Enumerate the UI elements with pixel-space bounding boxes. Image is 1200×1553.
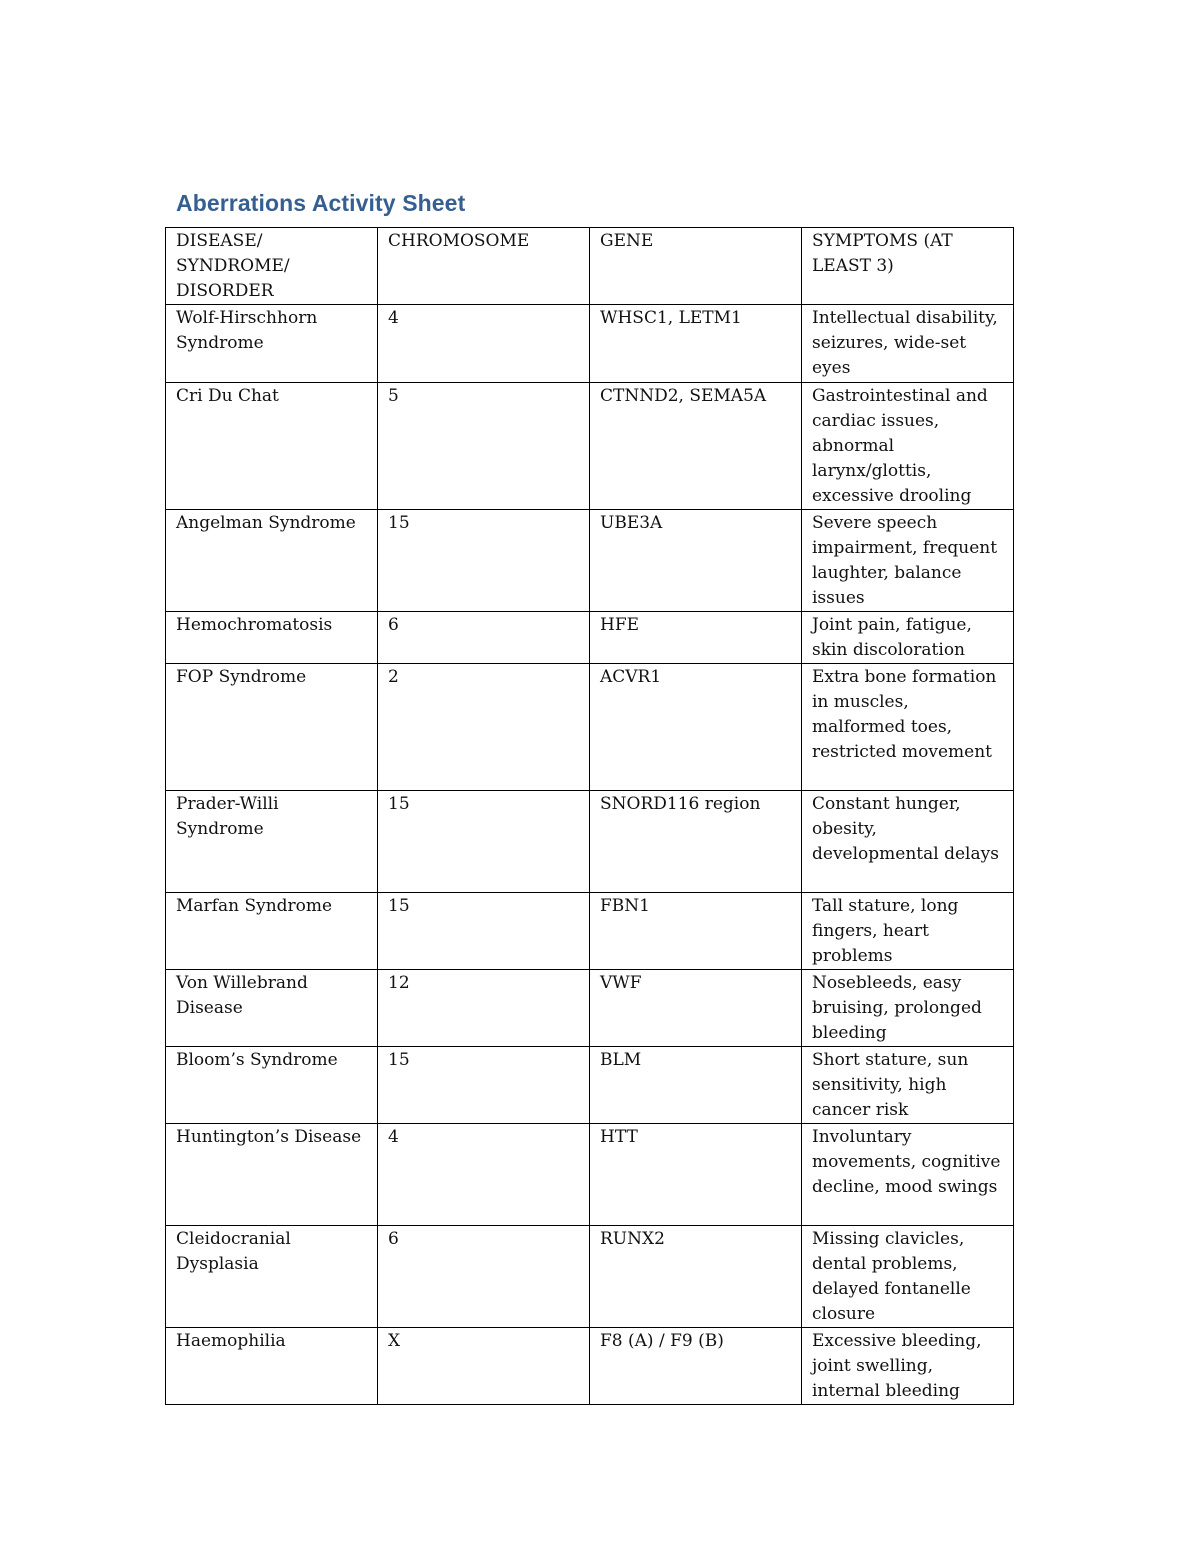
disease-text: Hemochromatosis	[176, 615, 333, 635]
cell-gene	[590, 1047, 802, 1124]
symptoms-text: Severe speech impairment, frequent laughter, balance issues	[812, 513, 998, 608]
disease-text: FOP Syndrome	[176, 667, 307, 687]
gene-text: BLM	[600, 1050, 642, 1070]
table-row	[166, 664, 1014, 791]
symptoms-text: Extra bone formation in muscles, malformed toes, restricted movement	[812, 667, 997, 762]
cell-symptoms	[802, 383, 1014, 510]
cell-gene	[590, 612, 802, 664]
gene-text: F8 (A) / F9 (B)	[600, 1331, 724, 1351]
cell-gene	[590, 1226, 802, 1328]
header-cell-symptoms	[802, 228, 1014, 305]
cell-disease	[166, 510, 378, 612]
chromosome-text: 4	[388, 308, 399, 328]
header-cell-gene	[590, 228, 802, 305]
symptoms-text: Joint pain, fatigue, skin discoloration	[812, 615, 972, 660]
disease-text: Haemophilia	[176, 1331, 286, 1351]
cell-chromosome	[378, 664, 590, 791]
disease-text: Cleidocranial Dysplasia	[176, 1229, 291, 1274]
gene-text: SNORD116 region	[600, 794, 761, 814]
chromosome-text: 15	[388, 513, 410, 533]
cell-gene	[590, 791, 802, 893]
table-row	[166, 970, 1014, 1047]
cell-chromosome	[378, 1124, 590, 1226]
table-row	[166, 1226, 1014, 1328]
cell-chromosome	[378, 970, 590, 1047]
symptoms-text: Short stature, sun sensitivity, high cancer risk	[812, 1050, 969, 1120]
gene-text: FBN1	[600, 896, 650, 916]
gene-text: ACVR1	[600, 667, 662, 687]
chromosome-text: 2	[388, 667, 399, 687]
cell-symptoms	[802, 510, 1014, 612]
symptoms-text: Nosebleeds, easy bruising, prolonged bleeding	[812, 973, 982, 1043]
cell-chromosome	[378, 305, 590, 383]
cell-chromosome	[378, 791, 590, 893]
cell-chromosome	[378, 893, 590, 970]
table-row	[166, 893, 1014, 970]
cell-disease	[166, 383, 378, 510]
cell-gene	[590, 1328, 802, 1405]
gene-text: HTT	[600, 1127, 638, 1147]
header-label: GENE	[600, 231, 654, 251]
gene-text: WHSC1, LETM1	[600, 308, 742, 328]
disease-text: Bloom’s Syndrome	[176, 1050, 338, 1070]
chromosome-text: 12	[388, 973, 410, 993]
chromosome-text: 6	[388, 615, 399, 635]
cell-disease	[166, 1047, 378, 1124]
cell-disease	[166, 970, 378, 1047]
disease-text: Prader-Willi Syndrome	[176, 794, 279, 839]
disease-text: Marfan Syndrome	[176, 896, 333, 916]
cell-symptoms	[802, 612, 1014, 664]
disease-text: Angelman Syndrome	[176, 513, 356, 533]
chromosome-text: 4	[388, 1127, 399, 1147]
table-row	[166, 510, 1014, 612]
cell-disease	[166, 1226, 378, 1328]
symptoms-text: Gastrointestinal and cardiac issues, abnormal larynx/glottis, excessive drooling	[812, 386, 988, 506]
cell-gene	[590, 970, 802, 1047]
header-label: DISEASE/ SYNDROME/ DISORDER	[176, 231, 290, 301]
gene-text: RUNX2	[600, 1229, 665, 1249]
header-label: SYMPTOMS (AT LEAST 3)	[812, 231, 953, 276]
cell-symptoms	[802, 791, 1014, 893]
cell-gene	[590, 383, 802, 510]
aberrations-table	[165, 227, 1014, 1405]
cell-symptoms	[802, 305, 1014, 383]
cell-disease	[166, 791, 378, 893]
gene-text: UBE3A	[600, 513, 663, 533]
cell-gene	[590, 510, 802, 612]
disease-text: Cri Du Chat	[176, 386, 279, 406]
cell-gene	[590, 664, 802, 791]
header-cell-disease	[166, 228, 378, 305]
cell-chromosome	[378, 383, 590, 510]
cell-disease	[166, 612, 378, 664]
symptoms-text: Excessive bleeding, joint swelling, internal bleeding	[812, 1331, 982, 1401]
cell-disease	[166, 664, 378, 791]
chromosome-text: 15	[388, 1050, 410, 1070]
header-cell-chromosome	[378, 228, 590, 305]
disease-text: Huntington’s Disease	[176, 1127, 362, 1147]
cell-disease	[166, 893, 378, 970]
chromosome-text: 6	[388, 1229, 399, 1249]
cell-symptoms	[802, 1124, 1014, 1226]
table-row	[166, 305, 1014, 383]
chromosome-text: 15	[388, 896, 410, 916]
table-row	[166, 1124, 1014, 1226]
disease-text: Wolf-Hirschhorn Syndrome	[176, 308, 318, 353]
cell-symptoms	[802, 1226, 1014, 1328]
chromosome-text: 5	[388, 386, 399, 406]
cell-disease	[166, 1124, 378, 1226]
chromosome-text: 15	[388, 794, 410, 814]
cell-chromosome	[378, 1328, 590, 1405]
gene-text: HFE	[600, 615, 640, 635]
gene-text: CTNND2, SEMA5A	[600, 386, 767, 406]
symptoms-text: Involuntary movements, cognitive decline, mood swings	[812, 1127, 1001, 1197]
symptoms-text: Intellectual disability, seizures, wide-set eyes	[812, 308, 998, 378]
chromosome-text: X	[388, 1331, 401, 1351]
cell-gene	[590, 893, 802, 970]
table-row	[166, 1328, 1014, 1405]
table-row	[166, 383, 1014, 510]
table-header-row	[166, 228, 1014, 305]
cell-chromosome	[378, 612, 590, 664]
cell-symptoms	[802, 664, 1014, 791]
table-row	[166, 1047, 1014, 1124]
table-row	[166, 612, 1014, 664]
gene-text: VWF	[600, 973, 642, 993]
symptoms-text: Tall stature, long fingers, heart problems	[812, 896, 959, 966]
cell-symptoms	[802, 1328, 1014, 1405]
symptoms-text: Missing clavicles, dental problems, delayed fontanelle closure	[812, 1229, 971, 1324]
cell-symptoms	[802, 893, 1014, 970]
cell-symptoms	[802, 1047, 1014, 1124]
cell-gene	[590, 305, 802, 383]
cell-disease	[166, 305, 378, 383]
cell-symptoms	[802, 970, 1014, 1047]
cell-disease	[166, 1328, 378, 1405]
table-row	[166, 791, 1014, 893]
cell-gene	[590, 1124, 802, 1226]
cell-chromosome	[378, 1047, 590, 1124]
header-label: CHROMOSOME	[388, 231, 530, 251]
page-title: Aberrations Activity Sheet	[176, 190, 466, 216]
disease-text: Von Willebrand Disease	[176, 973, 308, 1018]
cell-chromosome	[378, 510, 590, 612]
symptoms-text: Constant hunger, obesity, developmental delays	[812, 794, 999, 864]
cell-chromosome	[378, 1226, 590, 1328]
